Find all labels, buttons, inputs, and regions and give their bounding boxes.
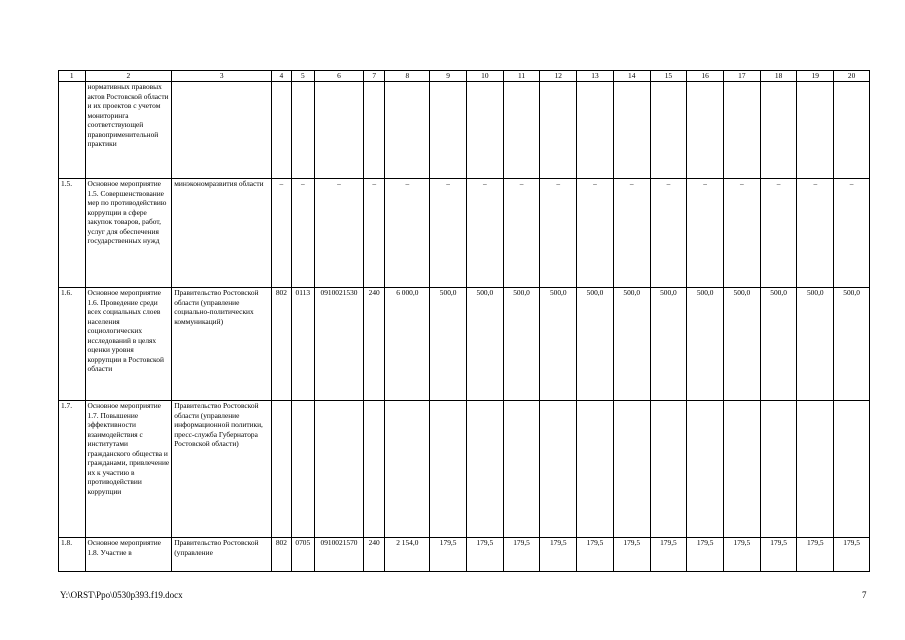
value-cell [291,401,314,538]
value-cell [385,401,430,538]
header-cell: 3 [172,71,272,82]
value-cell [540,401,577,538]
value-cell: 500,0 [540,288,577,401]
value-cell [797,82,834,179]
value-cell [385,82,430,179]
value-cell: – [466,179,503,288]
value-cell: 179,5 [613,538,650,572]
value-cell [430,401,467,538]
header-cell: 9 [430,71,467,82]
header-cell: 11 [503,71,540,82]
table-row [59,288,870,401]
value-cell: 179,5 [466,538,503,572]
value-cell [797,401,834,538]
header-cell: 15 [650,71,687,82]
value-cell: 500,0 [466,288,503,401]
row-number-cell [59,82,86,179]
value-cell: 6 000,0 [385,288,430,401]
value-cell: 500,0 [760,288,797,401]
table-row [59,179,870,288]
value-cell [291,82,314,179]
value-cell: 500,0 [797,288,834,401]
value-cell [834,401,870,538]
header-cell: 14 [613,71,650,82]
value-cell: – [315,179,364,288]
header-cell: 18 [760,71,797,82]
value-cell: 2 154,0 [385,538,430,572]
activity-name-cell: Основное мероприятие 1.8. Участие в [85,538,172,572]
header-cell: 13 [577,71,614,82]
value-cell [272,82,291,179]
value-cell: – [724,179,761,288]
value-cell [363,401,384,538]
value-cell [687,82,724,179]
value-cell [613,82,650,179]
value-cell: 179,5 [760,538,797,572]
value-cell [430,82,467,179]
value-cell: – [430,179,467,288]
value-cell: 500,0 [724,288,761,401]
activity-name-cell: Основное мероприятие 1.6. Проведение среди всех социальных слоев населения социологических исследований в целях оценки уровня коррупции в Ростовской области [85,288,172,401]
value-cell: – [687,179,724,288]
value-cell: – [797,179,834,288]
activity-name-cell: Основное мероприятие 1.7. Повышение эффективности взаимодействия с институтами гражданского общества и гражданами, привлечение их к участию в противодействии коррупции [85,401,172,538]
value-cell: – [577,179,614,288]
value-cell: 240 [363,538,384,572]
table-row [59,82,870,179]
value-cell: 0705 [291,538,314,572]
value-cell: 179,5 [650,538,687,572]
value-cell: 0910021530 [315,288,364,401]
value-cell: – [613,179,650,288]
executor-cell: минэкономразвития области [172,179,272,288]
value-cell: 179,5 [797,538,834,572]
value-cell: – [291,179,314,288]
value-cell: 179,5 [540,538,577,572]
value-cell: 179,5 [687,538,724,572]
value-cell: 500,0 [577,288,614,401]
header-cell: 7 [363,71,384,82]
value-cell: 240 [363,288,384,401]
footer-page-number: 7 [862,590,867,600]
value-cell: 500,0 [650,288,687,401]
header-cell: 10 [466,71,503,82]
value-cell [503,82,540,179]
value-cell [577,82,614,179]
value-cell [315,82,364,179]
value-cell: – [834,179,870,288]
value-cell: 179,5 [577,538,614,572]
header-row [59,71,870,82]
value-cell [613,401,650,538]
value-cell [466,82,503,179]
value-cell [503,401,540,538]
value-cell [687,401,724,538]
value-cell: 500,0 [613,288,650,401]
value-cell: – [385,179,430,288]
row-number-cell: 1.6. [59,288,86,401]
value-cell: 802 [272,538,291,572]
row-number-cell: 1.8. [59,538,86,572]
program-table [58,70,870,572]
value-cell [724,401,761,538]
value-cell [650,82,687,179]
value-cell: – [503,179,540,288]
row-number-cell: 1.7. [59,401,86,538]
value-cell [363,82,384,179]
row-number-cell: 1.5. [59,179,86,288]
header-cell: 4 [272,71,291,82]
table-row [59,538,870,572]
table-row [59,401,870,538]
executor-cell: Правительство Ростовской области (управление социально-политических коммуникаций) [172,288,272,401]
value-cell [760,401,797,538]
activity-name-cell: Основное мероприятие 1.5. Совершенствование мер по противодействию коррупции в сфере закупок товаров, работ, услуг для обеспечения государственных нужд [85,179,172,288]
value-cell: 179,5 [430,538,467,572]
value-cell: 179,5 [834,538,870,572]
header-cell: 5 [291,71,314,82]
value-cell: 179,5 [724,538,761,572]
value-cell [272,401,291,538]
executor-cell: Правительство Ростовской области (управление информационной политики, пресс-служба Губернатора Ростовской области) [172,401,272,538]
header-cell: 1 [59,71,86,82]
header-cell: 2 [85,71,172,82]
header-cell: 20 [834,71,870,82]
header-cell: 6 [315,71,364,82]
value-cell [315,401,364,538]
value-cell: 500,0 [687,288,724,401]
value-cell [540,82,577,179]
value-cell: – [363,179,384,288]
value-cell: 0910021570 [315,538,364,572]
header-cell: 12 [540,71,577,82]
value-cell: – [540,179,577,288]
header-cell: 8 [385,71,430,82]
footer-file-path: Y:\ORST\Ppo\0530p393.f19.docx [60,590,183,600]
executor-cell: Правительство Ростовской (управление [172,538,272,572]
value-cell: 500,0 [430,288,467,401]
value-cell: – [650,179,687,288]
value-cell [466,401,503,538]
value-cell: 500,0 [834,288,870,401]
value-cell [834,82,870,179]
header-cell: 19 [797,71,834,82]
value-cell: 0113 [291,288,314,401]
value-cell [760,82,797,179]
executor-cell [172,82,272,179]
value-cell: – [760,179,797,288]
activity-name-cell: нормативных правовых актов Ростовской области и их проектов с учетом мониторинга соответствующей правоприменительной практики [85,82,172,179]
value-cell: 802 [272,288,291,401]
header-cell: 17 [724,71,761,82]
header-cell: 16 [687,71,724,82]
value-cell: 500,0 [503,288,540,401]
value-cell: – [272,179,291,288]
value-cell: 179,5 [503,538,540,572]
value-cell [724,82,761,179]
value-cell [577,401,614,538]
value-cell [650,401,687,538]
